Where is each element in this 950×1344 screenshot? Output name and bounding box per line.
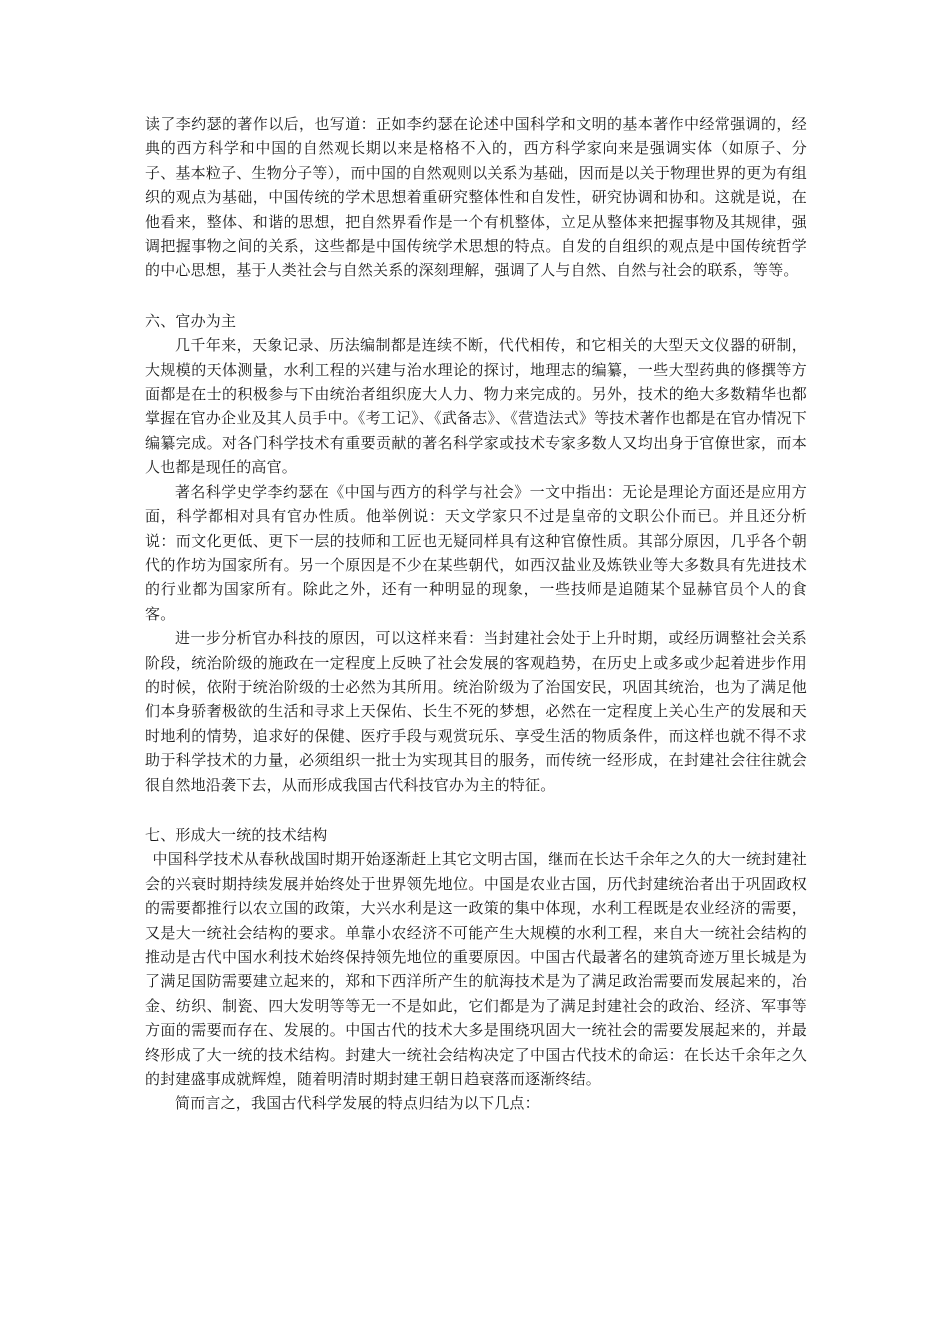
spacer <box>145 283 807 309</box>
paragraph-intro: 读了李约瑟的著作以后，也写道：正如李约瑟在论述中国科学和文明的基本著作中经常强调的，经典的西方科学和中国的自然观长期以来是格格不入的，西方科学家向来是强调实体（如原子、分子、基本粒子、生物分子等），而中国的自然观则以关系为基础，因而是以关于物理世界的更为有组织的观点为基础，中国传统的学术思想着重研究整体性和自发性，研究协调和协和。这就是说，在他看来，整体、和谐的思想，把自然界看作是一个有机整体，立足从整体来把握事物及其规律，强调把握事物之间的关系，这些都是中国传统学术思想的特点。自发的自组织的观点是中国传统哲学的中心思想，基于人类社会与自然关系的深刻理解，强调了人与自然、自然与社会的联系，等等。 <box>145 115 807 280</box>
paragraph-astronomy: 几千年来，天象记录、历法编制都是连续不断，代代相传，和它相关的大型天文仪器的研制，大规模的天体测量，水利工程的兴建与治水理论的探讨，地理志的编纂，一些大型药典的修撰等方面都是在士的积极参与下由统治者组织庞大人力、物力来完成的。另外，技术的绝大多数精华也都掌握在官办企业及其人员手中。《考工记》、《武备志》、《营造法式》等技术著作也都是在官办情况下编纂完成。对各门科学技术有重要贡献的著名科学家或技术专家多数人又均出身于官僚世家，而本人也都是现任的高官。 <box>145 336 807 477</box>
paragraph-analysis: 进一步分析官办科技的原因，可以这样来看：当封建社会处于上升时期，或经历调整社会关系阶段，统治阶级的施政在一定程度上反映了社会发展的客观趋势，在历史上或多或少起着进步作用的时候，依附于统治阶级的士必然为其所用。统治阶级为了治国安民，巩固其统治，也为了满足他们本身骄奢极欲的生活和寻求上天保佑、长生不死的梦想，必然在一定程度上关心生产的发展和天时地利的情势，追求好的保健、医疗手段与观赏玩乐、享受生活的物质条件，而这样也就不得不求助于科学技术的力量，必须组织一批士为实现其目的服务，而传统一经形成，在封建社会往往就会很自然地沿袭下去，从而形成我国古代科技官办为主的特征。 <box>145 629 807 794</box>
document-page <box>145 112 807 1116</box>
paragraph-needham-quote: 著名科学史学李约瑟在《中国与西方的科学与社会》一文中指出：无论是理论方面还是应用方面，科学都相对具有官办性质。他举例说：天文学家只不过是皇帝的文职公仆而已。并且还分析说：而文化更低、更下一层的技师和工匠也无疑同样具有这种官僚性质。其部分原因，几乎各个朝代的作坊为国家所有。另一个原因是不少在某些朝代，如西汉盐业及炼铁业等大多数具有先进技术的行业都为国家所有。除此之外，还有一种明显的现象，一些技师是追随某个显赫官员个人的食客。 <box>145 482 807 623</box>
paragraph-summary: 简而言之，我国古代科学发展的特点归结为以下几点： <box>175 1094 540 1113</box>
section-heading-7: 七、形成大一统的技术结构 <box>145 825 328 844</box>
spacer <box>145 797 807 823</box>
section-heading-6: 六、官办为主 <box>145 311 237 330</box>
paragraph-unified-structure: 中国科学技术从春秋战国时期开始逐渐赶上其它文明古国，继而在长达千余年之久的大一统封建社会的兴衰时期持续发展并始终处于世界领先地位。中国是农业古国，历代封建统治者出于巩固政权的需要都推行以农立国的政策，大兴水利是这一政策的集中体现，水利工程既是农业经济的需要，又是大一统社会结构的要求。单靠小农经济不可能产生大规模的水利工程，来自大一统社会结构的推动是古代中国水利技术始终保持领先地位的重要原因。中国古代最著名的建筑奇迹万里长城是为了满足国防需要建立起来的，郑和下西洋所产生的航海技术是为了满足政治需要而发展起来的，冶金、纺织、制瓷、四大发明等等无一不是如此，它们都是为了满足封建社会的政治、经济、军事等方面的需要而存在、发展的。中国古代的技术大多是围绕巩固大一统社会的需要发展起来的，并最终形成了大一统的技术结构。封建大一统社会结构决定了中国古代技术的命运：在长达千余年之久的封建盛事成就辉煌，随着明清时期封建王朝日趋衰落而逐渐终结。 <box>145 850 807 1089</box>
